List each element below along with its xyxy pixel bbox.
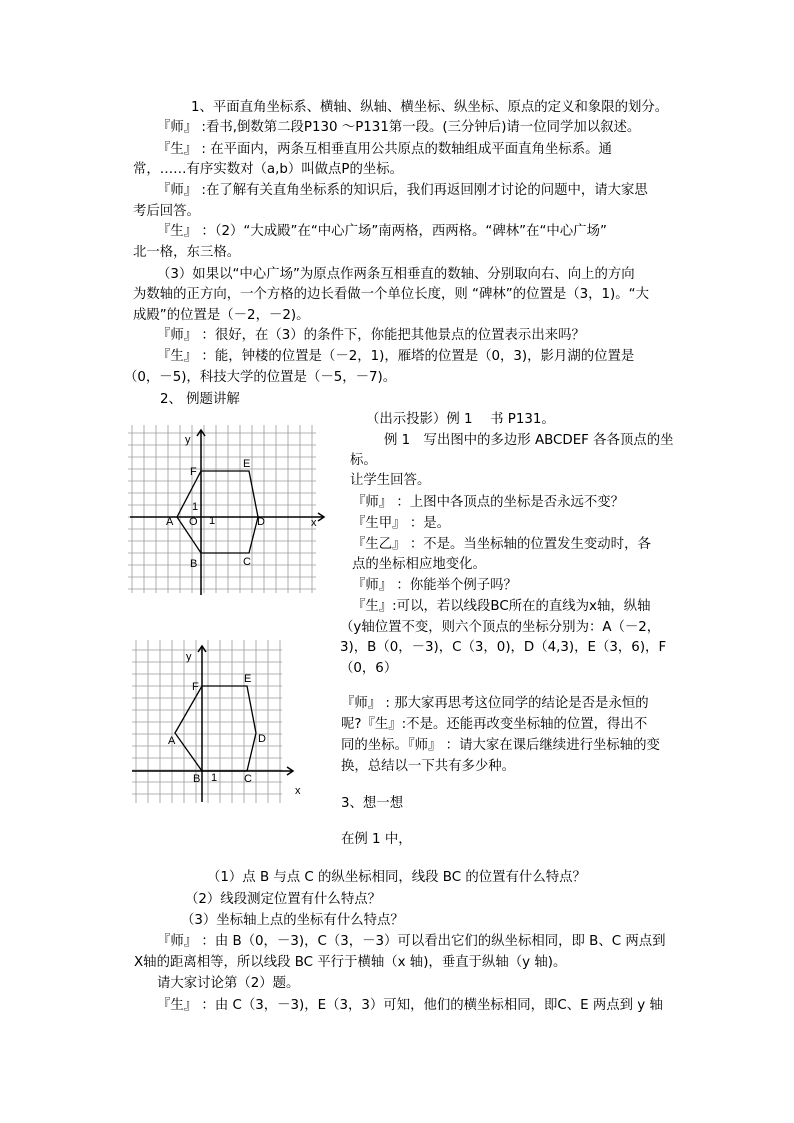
vertex-e-label: E (243, 458, 251, 470)
text-line: 『师』 ：很好，在（3）的条件下，你能把其他景点的位置表示出来吗？ (157, 328, 585, 343)
origin-label: O (189, 516, 198, 528)
text-line: 例 1 写出图中的多边形 ABCDEF 各各顶点的坐 (384, 433, 674, 448)
text-line: 为数轴的正方向，一个方格的边长看做一个单位长度，则 “碑林”的位置是（3，1)。“大 (133, 287, 650, 302)
text-line: 『师』 : 那大家再思考这位同学的结论是否是永恒的 (341, 696, 649, 711)
text-line: 北一格，东三格。 (133, 245, 241, 260)
x-axis-label: x (311, 517, 317, 529)
coordinate-figure-2 (132, 640, 312, 805)
vertex-a-label: A (166, 516, 174, 528)
unit-y-label: 1 (192, 501, 199, 513)
vertex-f-label: F (190, 466, 197, 478)
text-line: 『生甲』 ：是。 (352, 516, 450, 531)
text-line: （2）线段测定位置有什么特点？ (185, 892, 381, 907)
vertex-c-label: C (244, 773, 252, 785)
text-line: X轴的距离相等，所以线段 BC 平行于横轴（x 轴)，垂直于纵轴（y 轴)。 (134, 955, 567, 970)
text-line: 『师』 ：上图中各顶点的坐标是否永远不变？ (352, 495, 625, 510)
grid (132, 640, 282, 803)
grid (128, 425, 316, 593)
coordinate-figure-1 (128, 425, 330, 595)
text-line: 呢?『生』:不是。还能再改变坐标轴的位置，得出不 (341, 717, 648, 732)
text-line: 『生』 : 在平面内，两条互相垂直用公共原点的数轴组成平面直角坐标系。通 (157, 142, 612, 157)
unit-x-label: 1 (209, 515, 216, 527)
y-axis-label: y (185, 434, 191, 446)
vertex-d-label: D (257, 516, 265, 528)
text-line: 『生』 ：能，钟楼的位置是（－2，1)，雁塔的位置是（0，3)，影月湖的位置是 (157, 349, 635, 364)
text-line: （y轴位置不变，则六个顶点的坐标分别为：A（－2， (340, 620, 661, 635)
text-line: 点的坐标相应地变化。 (352, 557, 486, 572)
section-heading: 3、想一想 (341, 796, 404, 811)
vertex-c-label: C (243, 556, 251, 568)
text-line: 『师』 ：你能举个例子吗？ (352, 578, 517, 593)
text-line: 在例 1 中， (341, 832, 412, 847)
text-line: 『生』 ：（2）“大成殿”在“中心广场”南两格，西两格。“碑林”在“中心广场” (157, 224, 607, 239)
text-line: 『师』 :在了解有关直角坐标系的知识后，我们再返回刚才讨论的问题中，请大家思 (157, 183, 648, 198)
text-line: 标。 (350, 453, 377, 468)
vertex-e-label: E (244, 673, 252, 685)
text-line: （1）点 B 与点 C 的纵坐标相同，线段 BC 的位置有什么特点？ (207, 870, 586, 885)
text-line: 考后回答。 (133, 204, 200, 219)
text-line: （3）如果以“中心广场”为原点作两条互相垂直的数轴、分别取向右、向上的方向 (157, 267, 635, 282)
text-line: 让学生回答。 (350, 473, 431, 488)
vertex-b-label: B (193, 773, 201, 785)
text-line: 成殿”的位置是（－2，－2)。 (133, 308, 310, 323)
vertex-d-label: D (258, 733, 266, 745)
vertex-f-label: F (192, 681, 199, 693)
text-line: （3）坐标轴上点的坐标有什么特点？ (181, 913, 404, 928)
text-line: 『生』 ：由 C（3，－3)，E（3，3）可知，他们的横坐标相同，即C、E 两点到 y 轴 (157, 998, 663, 1013)
text-line: 3)，B（0，－3)，C（3，0)，D（4,3)，E（3，6)，F (340, 640, 667, 655)
text-line: 1、平面直角坐标系、横轴、纵轴、横坐标、纵坐标、原点的定义和象限的划分。 (191, 100, 669, 115)
unit-x-label: 1 (211, 772, 218, 784)
text-line: 请大家讨论第（2）题。 (157, 976, 300, 991)
text-line: （0，－5)，科技大学的位置是（－5，－7)。 (124, 370, 397, 385)
vertex-a-label: A (168, 735, 176, 747)
vertex-b-label: B (190, 558, 198, 570)
axes (130, 430, 324, 595)
text-line: 常，……有序实数对（a,b）叫做点P的坐标。 (133, 162, 404, 177)
text-line: （出示投影）例 1 书 P131。 (366, 412, 555, 427)
section-heading: 2、 例题讲解 (160, 392, 240, 407)
text-line: 换，总结以一下共有多少种。 (341, 759, 516, 774)
text-line: 同的坐标。『师』 ：请大家在课后继续进行坐标轴的变 (341, 738, 660, 753)
y-axis-label: y (186, 651, 192, 663)
text-line: （0，6） (340, 661, 398, 676)
text-line: 『师』 :看书,倒数第二段P130 ～P131第一段。(三分钟后)请一位同学加以叙述。 (157, 120, 641, 135)
text-line: 『生』:可以，若以线段BC所在的直线为x轴，纵轴 (352, 599, 651, 614)
x-axis-label: x (295, 785, 301, 797)
text-line: 『生乙』 ：不是。当坐标轴的位置发生变动时，各 (352, 537, 651, 552)
text-line: 『师』 ：由 B（0，－3)，C（3，－3）可以看出它们的纵坐标相同，即 B、C 两点到 (157, 934, 666, 949)
